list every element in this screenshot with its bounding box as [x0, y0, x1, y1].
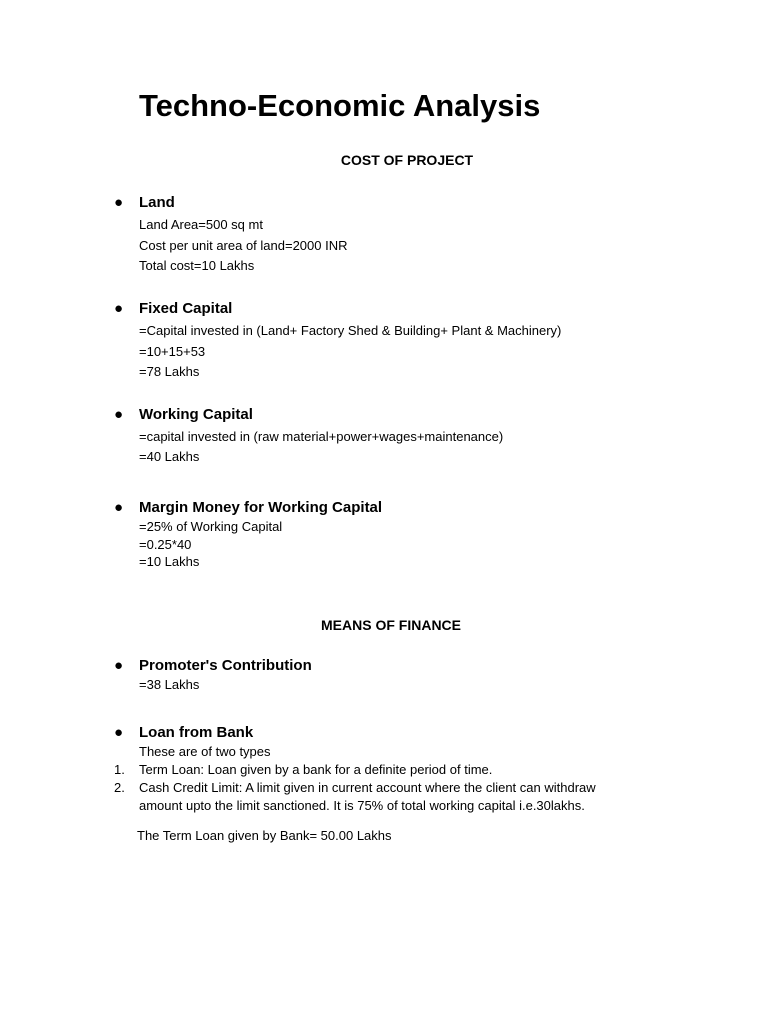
margin-money-line: =0.25*40 — [139, 537, 192, 552]
margin-money-line: =25% of Working Capital — [139, 519, 283, 534]
working-capital-line: =40 Lakhs — [139, 449, 200, 464]
fixed-capital-line: =Capital invested in (Land+ Factory Shed & Building+ Plant & Machinery) — [139, 323, 562, 338]
margin-money-line: =10 Lakhs — [139, 554, 200, 569]
loan-heading: Loan from Bank — [139, 724, 254, 741]
loan-intro: These are of two types — [139, 744, 271, 759]
means-of-finance-heading: MEANS OF FINANCE — [321, 617, 461, 633]
margin-money-heading: Margin Money for Working Capital — [139, 499, 383, 516]
bullet-icon: ● — [114, 499, 124, 516]
working-capital-heading: Working Capital — [139, 406, 253, 423]
cost-of-project-heading: COST OF PROJECT — [340, 152, 474, 168]
promoter-line: =38 Lakhs — [139, 677, 200, 692]
land-line: Land Area=500 sq mt — [139, 217, 263, 232]
list-item: Cash Credit Limit: A limit given in current account where the client can withdraw — [139, 780, 596, 795]
land-line: Total cost=10 Lakhs — [139, 258, 255, 273]
fixed-capital-line: =78 Lakhs — [139, 364, 200, 379]
bullet-icon: ● — [114, 724, 124, 741]
fixed-capital-heading: Fixed Capital — [139, 300, 233, 317]
bullet-icon: ● — [114, 194, 124, 211]
bullet-icon: ● — [114, 300, 124, 317]
bullet-icon: ● — [114, 657, 124, 674]
fixed-capital-line: =10+15+53 — [139, 344, 206, 359]
bullet-icon: ● — [114, 406, 124, 423]
land-line: Cost per unit area of land=2000 INR — [139, 238, 348, 253]
land-heading: Land — [139, 194, 175, 211]
list-item-number: 1. — [114, 762, 125, 777]
page-title: Techno-Economic Analysis — [139, 88, 541, 123]
list-item-number: 2. — [114, 780, 125, 795]
working-capital-line: =capital invested in (raw material+power+wages+maintenance) — [139, 429, 504, 444]
list-item: amount upto the limit sanctioned. It is 75% of total working capital i.e.30lakhs. — [139, 798, 585, 813]
term-loan-note: The Term Loan given by Bank= 50.00 Lakhs — [137, 828, 392, 843]
promoter-heading: Promoter's Contribution — [139, 657, 312, 674]
list-item: Term Loan: Loan given by a bank for a definite period of time. — [139, 762, 493, 777]
